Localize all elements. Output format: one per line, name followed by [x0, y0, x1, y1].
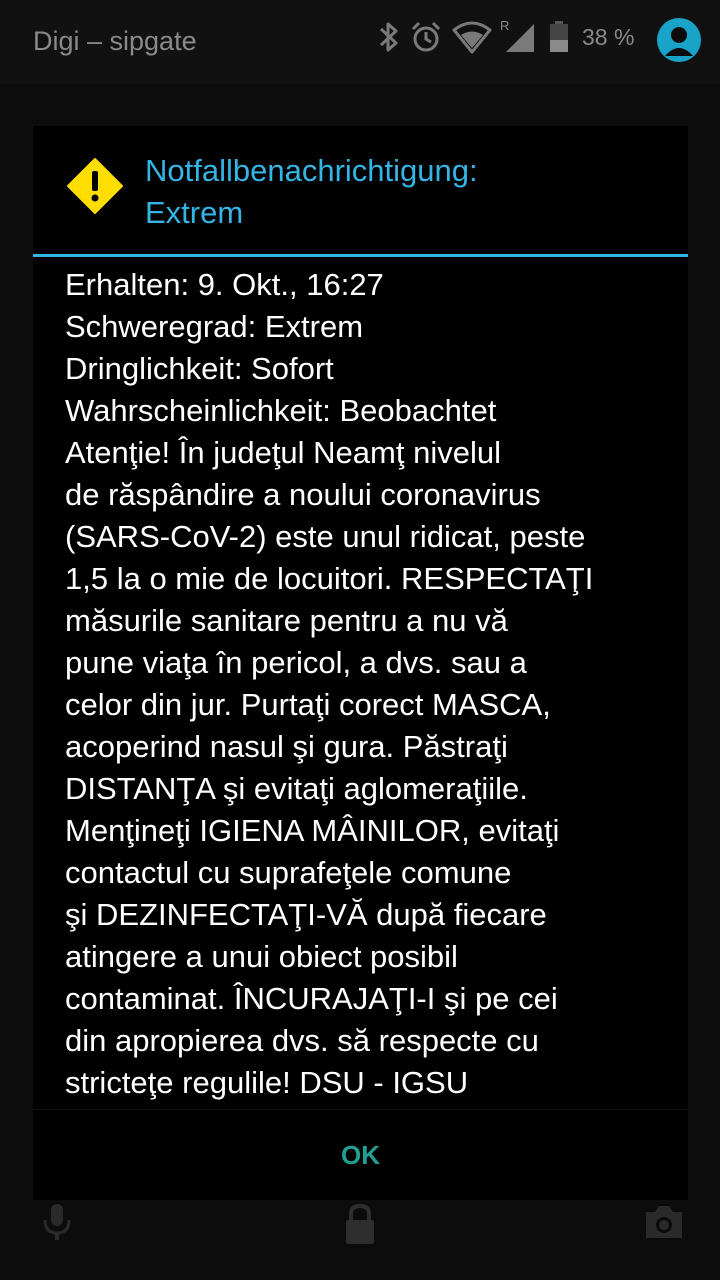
message-line: stricteţe regulile! DSU - IGSU [65, 1065, 469, 1100]
dialog-title-line: Extrem [145, 195, 244, 230]
message-line: de răspândire a noului coronavirus [65, 477, 541, 512]
message-line: Schweregrad: Extrem [65, 309, 364, 344]
bluetooth-icon [378, 20, 400, 54]
message-line: Erhalten: 9. Okt., 16:27 [65, 267, 384, 302]
status-bar [0, 0, 720, 84]
message-line: 1,5 la o mie de locuitori. RESPECTAŢI [65, 561, 594, 596]
message-line: din apropierea dvs. să respecte cu [65, 1023, 539, 1058]
message-line: contaminat. ÎNCURAJAŢI-I şi pe cei [65, 981, 558, 1016]
message-line: Wahrscheinlichkeit: Beobachtet [65, 393, 497, 428]
message-line: contactul cu suprafeţele comune [65, 855, 512, 890]
message-line: măsurile sanitare pentru a nu vă [65, 603, 508, 638]
roaming-indicator: R [500, 18, 510, 33]
lock-icon[interactable] [342, 1202, 378, 1250]
dialog-title-line: Notfallbenachrichtigung: [145, 153, 478, 188]
message-line: Menţineţi IGIENA MÂINILOR, evitaţi [65, 813, 560, 848]
message-line: atingere a unui obiect posibil [65, 939, 458, 974]
wifi-icon [452, 20, 492, 54]
alert-message [65, 264, 675, 1104]
message-line: şi DEZINFECTAŢI-VĂ după fiecare [65, 897, 547, 932]
camera-icon[interactable] [642, 1202, 686, 1246]
message-line: Dringlichkeit: Sofort [65, 351, 334, 386]
message-line: pune viaţa în pericol, a dvs. sau a [65, 645, 527, 680]
avatar-icon[interactable] [657, 18, 701, 62]
message-line: acoperind nasul şi gura. Păstraţi [65, 729, 508, 764]
message-line: DISTANŢA şi evitaţi aglomeraţiile. [65, 771, 528, 806]
alarm-icon [410, 20, 442, 54]
dialog-title [145, 150, 665, 234]
ok-button[interactable]: OK [33, 1110, 688, 1200]
message-line: (SARS-CoV-2) este unul ridicat, peste [65, 519, 586, 554]
microphone-icon[interactable] [40, 1202, 74, 1246]
warning-icon [65, 156, 125, 216]
battery-icon [548, 20, 570, 54]
signal-icon [502, 20, 538, 54]
carrier-name: Digi – sipgate [33, 26, 197, 56]
emergency-alert-dialog [33, 126, 688, 1200]
status-icons [378, 20, 634, 54]
lock-screen-shortcuts [0, 1200, 720, 1280]
battery-percent: 38 % [582, 23, 635, 50]
dialog-header [33, 126, 688, 257]
dialog-footer [33, 1109, 688, 1200]
message-line: celor din jur. Purtaţi corect MASCA, [65, 687, 551, 722]
message-line: Atenţie! În judeţul Neamţ nivelul [65, 435, 501, 470]
